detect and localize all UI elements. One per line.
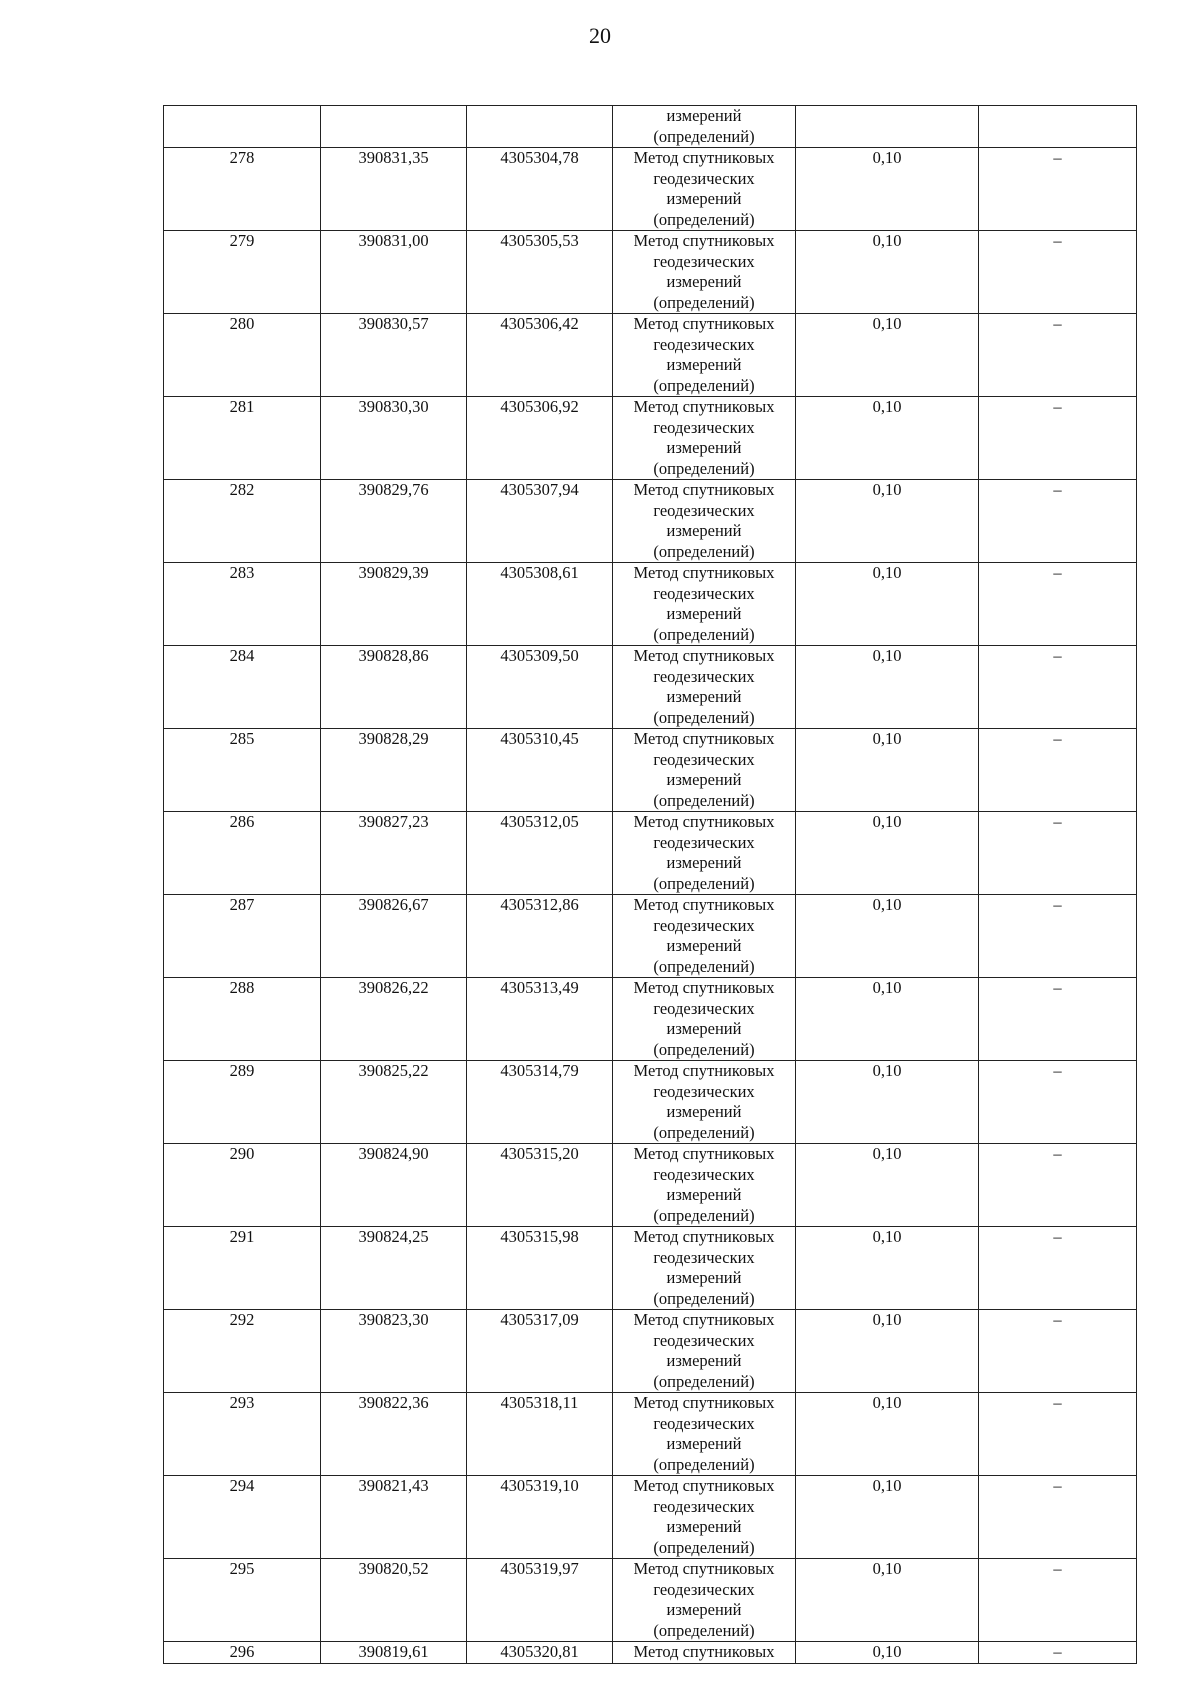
table-row	[164, 1476, 1137, 1559]
method-line: измерений	[666, 355, 742, 374]
cell-method	[613, 148, 796, 231]
method-line: Метод спутниковых	[633, 1144, 775, 1163]
method-line: измерений	[666, 853, 742, 872]
cell-x: 390823,30	[321, 1310, 467, 1393]
method-line: измерений	[666, 1434, 742, 1453]
method-line: геодезических	[653, 168, 755, 188]
cell-num: 284	[164, 646, 321, 729]
cell-accuracy: 0,10	[796, 895, 979, 978]
table-row	[164, 895, 1137, 978]
method-line: (определений)	[653, 956, 755, 976]
cell-method	[613, 397, 796, 480]
table-row	[164, 978, 1137, 1061]
method-line: измерений	[666, 936, 742, 955]
table-row	[164, 812, 1137, 895]
cell-method	[613, 314, 796, 397]
cell-x: 390829,39	[321, 563, 467, 646]
method-line: измерений	[666, 687, 742, 706]
method-line: измерений	[666, 604, 742, 623]
table-row	[164, 314, 1137, 397]
cell-y: 4305306,42	[467, 314, 613, 397]
method-line: Метод спутниковых	[633, 148, 775, 167]
method-line: измерений	[666, 189, 742, 208]
cell-accuracy	[796, 106, 979, 148]
cell-note: –	[979, 812, 1137, 895]
table-row	[164, 1559, 1137, 1642]
method-line: Метод спутниковых	[633, 1393, 775, 1412]
cell-num: 285	[164, 729, 321, 812]
cell-x: 390819,61	[321, 1642, 467, 1664]
method-line: (определений)	[653, 292, 755, 312]
cell-y: 4305309,50	[467, 646, 613, 729]
cell-num: 293	[164, 1393, 321, 1476]
cell-y: 4305310,45	[467, 729, 613, 812]
method-line: геодезических	[653, 666, 755, 686]
table-row-continuation	[164, 106, 1137, 148]
cell-accuracy: 0,10	[796, 397, 979, 480]
method-line: геодезических	[653, 1247, 755, 1267]
cell-method	[613, 729, 796, 812]
cell-note: –	[979, 1476, 1137, 1559]
cell-y: 4305319,10	[467, 1476, 613, 1559]
method-line: геодезических	[653, 915, 755, 935]
method-line: (определений)	[653, 1288, 755, 1308]
cell-x: 390822,36	[321, 1393, 467, 1476]
cell-method	[613, 812, 796, 895]
cell-note	[979, 106, 1137, 148]
method-line: измерений	[666, 1185, 742, 1204]
cell-y	[467, 106, 613, 148]
cell-note: –	[979, 1227, 1137, 1310]
cell-y: 4305313,49	[467, 978, 613, 1061]
cell-method: Метод спутниковых	[613, 1642, 796, 1664]
method-line: геодезических	[653, 334, 755, 354]
cell-note: –	[979, 480, 1137, 563]
method-line: измерений	[666, 438, 742, 457]
method-line: Метод спутниковых	[633, 1476, 775, 1495]
cell-num: 287	[164, 895, 321, 978]
cell-note: –	[979, 1144, 1137, 1227]
cell-x: 390821,43	[321, 1476, 467, 1559]
cell-y: 4305318,11	[467, 1393, 613, 1476]
cell-note: –	[979, 314, 1137, 397]
cell-accuracy: 0,10	[796, 1476, 979, 1559]
coordinates-table	[163, 105, 1137, 1664]
table-row	[164, 1310, 1137, 1393]
method-line: измерений	[666, 770, 742, 789]
cell-x: 390828,29	[321, 729, 467, 812]
table-row	[164, 1144, 1137, 1227]
method-line: геодезических	[653, 1081, 755, 1101]
cell-method	[613, 480, 796, 563]
cell-x: 390824,90	[321, 1144, 467, 1227]
cell-x: 390829,76	[321, 480, 467, 563]
method-line: геодезических	[653, 417, 755, 437]
method-line: Метод спутниковых	[633, 978, 775, 997]
cell-accuracy: 0,10	[796, 1144, 979, 1227]
method-line: измерений	[666, 272, 742, 291]
cell-y: 4305315,98	[467, 1227, 613, 1310]
cell-x: 390827,23	[321, 812, 467, 895]
cell-note: –	[979, 148, 1137, 231]
cell-accuracy: 0,10	[796, 978, 979, 1061]
cell-method	[613, 106, 796, 148]
cell-num: 292	[164, 1310, 321, 1393]
table-row	[164, 480, 1137, 563]
method-line: (определений)	[653, 126, 755, 146]
cell-x: 390824,25	[321, 1227, 467, 1310]
method-line: геодезических	[653, 1579, 755, 1599]
cell-accuracy: 0,10	[796, 729, 979, 812]
cell-method	[613, 1144, 796, 1227]
method-line: (определений)	[653, 624, 755, 644]
cell-num: 280	[164, 314, 321, 397]
cell-method	[613, 895, 796, 978]
cell-method	[613, 563, 796, 646]
cell-note: –	[979, 1559, 1137, 1642]
method-line: геодезических	[653, 998, 755, 1018]
cell-x: 390825,22	[321, 1061, 467, 1144]
method-line: измерений	[666, 1600, 742, 1619]
cell-accuracy: 0,10	[796, 812, 979, 895]
cell-num: 295	[164, 1559, 321, 1642]
method-line: (определений)	[653, 873, 755, 893]
cell-note: –	[979, 895, 1137, 978]
method-line: геодезических	[653, 1413, 755, 1433]
cell-accuracy: 0,10	[796, 231, 979, 314]
cell-accuracy: 0,10	[796, 563, 979, 646]
method-line: (определений)	[653, 458, 755, 478]
method-line: Метод спутниковых	[633, 1559, 775, 1578]
method-line: Метод спутниковых	[633, 646, 775, 665]
method-line: (определений)	[653, 1371, 755, 1391]
cell-note: –	[979, 1393, 1137, 1476]
table-row	[164, 1061, 1137, 1144]
method-line: геодезических	[653, 1164, 755, 1184]
cell-accuracy: 0,10	[796, 148, 979, 231]
table-row	[164, 646, 1137, 729]
cell-note: –	[979, 563, 1137, 646]
method-line: геодезических	[653, 832, 755, 852]
method-line: (определений)	[653, 1205, 755, 1225]
method-line: измерений	[666, 106, 742, 125]
method-line: измерений	[666, 1102, 742, 1121]
table-row	[164, 1393, 1137, 1476]
method-line: (определений)	[653, 1122, 755, 1142]
cell-y: 4305320,81	[467, 1642, 613, 1664]
cell-method	[613, 1061, 796, 1144]
cell-note: –	[979, 1061, 1137, 1144]
cell-note: –	[979, 1642, 1137, 1664]
cell-y: 4305312,86	[467, 895, 613, 978]
table-row	[164, 1227, 1137, 1310]
cell-num: 286	[164, 812, 321, 895]
method-line: (определений)	[653, 1454, 755, 1474]
cell-num: 281	[164, 397, 321, 480]
cell-accuracy: 0,10	[796, 1642, 979, 1664]
method-line: измерений	[666, 1268, 742, 1287]
cell-x: 390826,67	[321, 895, 467, 978]
cell-x: 390831,00	[321, 231, 467, 314]
method-line: геодезических	[653, 1330, 755, 1350]
method-line: геодезических	[653, 1496, 755, 1516]
method-line: Метод спутниковых	[633, 563, 775, 582]
cell-y: 4305306,92	[467, 397, 613, 480]
method-line: Метод спутниковых	[633, 1061, 775, 1080]
method-line: (определений)	[653, 1620, 755, 1640]
table-row	[164, 148, 1137, 231]
method-line: Метод спутниковых	[633, 729, 775, 748]
table-row	[164, 397, 1137, 480]
method-line: (определений)	[653, 1537, 755, 1557]
method-line: геодезических	[653, 583, 755, 603]
method-line: Метод спутниковых	[633, 812, 775, 831]
cell-note: –	[979, 1310, 1137, 1393]
cell-x: 390830,30	[321, 397, 467, 480]
cell-num: 290	[164, 1144, 321, 1227]
cell-accuracy: 0,10	[796, 1061, 979, 1144]
method-line: (определений)	[653, 375, 755, 395]
method-line: (определений)	[653, 209, 755, 229]
table-row	[164, 729, 1137, 812]
method-line: Метод спутниковых	[633, 895, 775, 914]
cell-y: 4305315,20	[467, 1144, 613, 1227]
cell-y: 4305305,53	[467, 231, 613, 314]
cell-x	[321, 106, 467, 148]
cell-accuracy: 0,10	[796, 1393, 979, 1476]
cell-note: –	[979, 397, 1137, 480]
cell-y: 4305317,09	[467, 1310, 613, 1393]
cell-y: 4305314,79	[467, 1061, 613, 1144]
method-line: геодезических	[653, 749, 755, 769]
page-number: 20	[589, 23, 611, 48]
method-line: (определений)	[653, 707, 755, 727]
cell-accuracy: 0,10	[796, 480, 979, 563]
table-row-partial	[164, 1642, 1137, 1664]
cell-num: 296	[164, 1642, 321, 1664]
cell-y: 4305304,78	[467, 148, 613, 231]
cell-num: 278	[164, 148, 321, 231]
table-row	[164, 231, 1137, 314]
cell-num: 279	[164, 231, 321, 314]
method-line: измерений	[666, 1019, 742, 1038]
cell-method	[613, 1310, 796, 1393]
cell-method	[613, 231, 796, 314]
cell-y: 4305312,05	[467, 812, 613, 895]
cell-x: 390830,57	[321, 314, 467, 397]
cell-note: –	[979, 231, 1137, 314]
cell-note: –	[979, 646, 1137, 729]
method-line: Метод спутниковых	[633, 480, 775, 499]
cell-method	[613, 978, 796, 1061]
cell-num: 283	[164, 563, 321, 646]
method-line: Метод спутниковых	[633, 314, 775, 333]
cell-num: 288	[164, 978, 321, 1061]
cell-accuracy: 0,10	[796, 1227, 979, 1310]
cell-method	[613, 1559, 796, 1642]
cell-y: 4305307,94	[467, 480, 613, 563]
cell-note: –	[979, 729, 1137, 812]
method-line: Метод спутниковых	[633, 397, 775, 416]
cell-method	[613, 1476, 796, 1559]
cell-num	[164, 106, 321, 148]
cell-num: 294	[164, 1476, 321, 1559]
table-row	[164, 563, 1137, 646]
method-line: измерений	[666, 1517, 742, 1536]
method-line: геодезических	[653, 500, 755, 520]
cell-x: 390831,35	[321, 148, 467, 231]
method-line: Метод спутниковых	[633, 1227, 775, 1246]
cell-x: 390820,52	[321, 1559, 467, 1642]
cell-accuracy: 0,10	[796, 646, 979, 729]
method-line: (определений)	[653, 790, 755, 810]
cell-num: 289	[164, 1061, 321, 1144]
cell-accuracy: 0,10	[796, 1310, 979, 1393]
method-line: измерений	[666, 521, 742, 540]
method-line: измерений	[666, 1351, 742, 1370]
method-line: геодезических	[653, 251, 755, 271]
table-body	[164, 106, 1137, 1664]
cell-y: 4305319,97	[467, 1559, 613, 1642]
cell-method	[613, 1393, 796, 1476]
cell-method	[613, 1227, 796, 1310]
method-line: (определений)	[653, 541, 755, 561]
cell-note: –	[979, 978, 1137, 1061]
method-line: (определений)	[653, 1039, 755, 1059]
cell-x: 390826,22	[321, 978, 467, 1061]
method-line: Метод спутниковых	[633, 1310, 775, 1329]
cell-x: 390828,86	[321, 646, 467, 729]
cell-num: 282	[164, 480, 321, 563]
cell-accuracy: 0,10	[796, 1559, 979, 1642]
cell-num: 291	[164, 1227, 321, 1310]
cell-y: 4305308,61	[467, 563, 613, 646]
cell-accuracy: 0,10	[796, 314, 979, 397]
cell-method	[613, 646, 796, 729]
method-line: Метод спутниковых	[633, 231, 775, 250]
